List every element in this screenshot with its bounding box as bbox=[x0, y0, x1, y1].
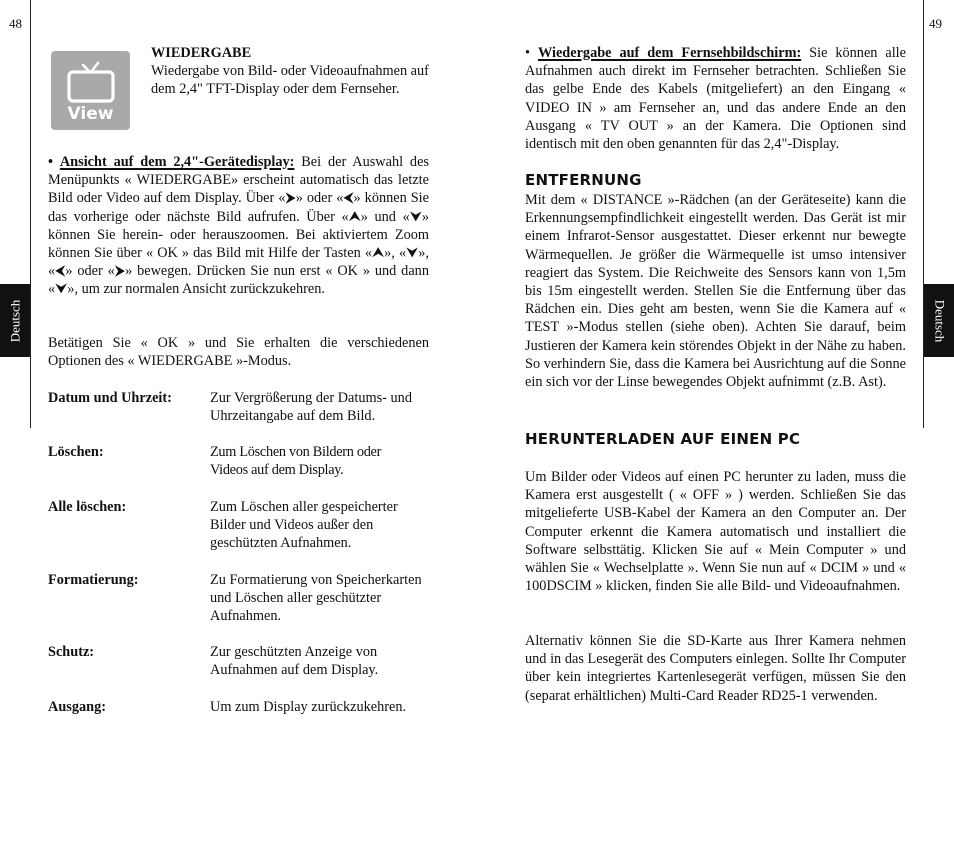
tv-text: Sie können alle Aufnahmen auch direkt im Fernseher betrachten. Schließen Sie das gelbe Ende des Kabels (mitgeliefert) an den Eingang « VIDEO IN » am Fernseher an, und das andere Ende an den Ausgang « TV OUT » an der Kamera. Die Optionen sind identisch mit den oben genannten für das 2,4"-Display. bbox=[525, 45, 906, 153]
option-term: Schutz: bbox=[48, 644, 95, 660]
wiedergabe-title: WIEDERGABE bbox=[151, 45, 252, 61]
ansicht-text: » bewegen. Drücken Sie nun erst « OK » und dann « bbox=[48, 263, 429, 298]
page-number-right: 49 bbox=[929, 16, 942, 31]
ansicht-text: » und « bbox=[360, 208, 410, 225]
icon-label: View bbox=[67, 104, 114, 124]
option-term: Datum und Uhrzeit: bbox=[48, 390, 172, 406]
left-margin-rule bbox=[30, 0, 31, 428]
bullet: • bbox=[48, 154, 54, 170]
ansicht-text: » können Sie herein- oder herauszoomen. Bei aktiviertem Zoom können Sie über « OK » das Bild mit Hilfe der Tasten « bbox=[48, 208, 430, 262]
download-text-1: Um Bilder oder Videos auf einen PC herunter zu laden, muss die Kamera erst ausgestellt ( « OFF » ) werden. Schließen Sie das mitgelieferte USB-Kabel der Kamera an den Computer an. Der Computer erkennt die Kamera automatisch und installiert die Software selbsttätig. Klicken Sie auf « Mein Computer » und wählen Sie « Wechselplatte ». Wenn Sie nun auf « DCIM » und « 100DSCIM » klicken, finden Sie alle Bild- und Videoaufnahmen. bbox=[525, 469, 906, 595]
arrow-right-icon: ⮞ bbox=[114, 263, 126, 280]
side-tab-left bbox=[0, 284, 30, 357]
option-desc: Zu Formatierung von Speicherkarten und Löschen aller geschützter Aufnahmen. bbox=[210, 572, 422, 625]
option-row bbox=[48, 498, 433, 556]
right-margin-rule bbox=[923, 0, 924, 428]
side-tab-label: Deutsch bbox=[7, 299, 23, 342]
options-intro: Betätigen Sie « OK » und Sie erhalten die verschiedenen Optionen des « WIEDERGABE »-Modus. bbox=[48, 335, 429, 370]
option-term: Löschen: bbox=[48, 444, 104, 460]
tv-paragraph bbox=[525, 44, 906, 153]
ansicht-text: », um zur normalen Ansicht zurückzukehren. bbox=[67, 281, 325, 298]
option-row bbox=[48, 443, 433, 483]
side-tab-right bbox=[924, 284, 954, 357]
ansicht-text: » oder « bbox=[65, 263, 115, 280]
option-term: Alle löschen: bbox=[48, 499, 127, 515]
ansicht-text: » oder « bbox=[295, 190, 344, 207]
ansicht-text: » können Sie das vorherige oder nächste Bild aufrufen. Über « bbox=[48, 190, 429, 225]
arrow-up-icon: ⮝ bbox=[348, 208, 361, 225]
arrow-down-icon: ⮟ bbox=[406, 245, 419, 262]
download-text-2: Alternativ können Sie die SD-Karte aus Ihrer Kamera nehmen und in das Lesegerät des Computers einlegen. Sollte Ihr Computer über kein integriertes Kartenlesegerät verfügen, müssen Sie den (separat erhältlichen) Multi-Card Reader RD25-1 verwenden. bbox=[525, 633, 906, 704]
entfernung-text: Mit dem « DISTANCE »-Rädchen (an der Geräteseite) kann die Erkennungsempfindlichkeit eingestellt werden. Das Gerät ist mir einem Infrarot-Sensor ausgestattet. Dieser erkennt nur bewegte Wärmequellen. Je größer die Wärmequelle ist umso intensiver reagiert das System. Die Reichweite des Sensors kann von 1,5m bis 15m eingestellt werden. Stellen Sie die Entfernung über das Rädchen ein. Dies geht am besten, wenn Sie die Kamera auf « TEST »-Modus stellen (siehe oben). Achten Sie darauf, beim Justieren der Kamera kein störendes Objekt in der Nähe zu haben. So verhindern Sie, dass die Kamera bei Ausrichtung auf die Sonne ein sich vor der Linse bewegendes Objekt aufnimmt (z.B. Ast). bbox=[525, 192, 906, 391]
side-tab-label: Deutsch bbox=[932, 299, 948, 342]
ansicht-text: », « bbox=[48, 245, 429, 280]
download-heading: HERUNTERLADEN AUF EINEN PC bbox=[525, 430, 801, 448]
page-number-left: 48 bbox=[9, 16, 22, 31]
ansicht-text: », « bbox=[384, 245, 407, 262]
wiedergabe-section bbox=[151, 44, 431, 99]
arrow-down-icon: ⮟ bbox=[55, 281, 68, 298]
option-desc: Zum Löschen von Bildern oder Videos auf dem Display. bbox=[210, 444, 382, 479]
option-row bbox=[48, 643, 433, 683]
option-desc: Zum Löschen aller gespeicherter Bilder und Videos außer den geschützten Aufnahmen. bbox=[210, 499, 398, 552]
wiedergabe-desc: Wiedergabe von Bild- oder Videoaufnahmen auf dem 2,4" TFT-Display oder dem Fernseher. bbox=[151, 63, 429, 98]
option-term: Formatierung: bbox=[48, 572, 139, 588]
option-row bbox=[48, 389, 433, 429]
option-desc: Zur geschützten Anzeige von Aufnahmen auf dem Display. bbox=[210, 644, 379, 679]
ansicht-title: Ansicht auf dem 2,4"-Gerätedisplay: bbox=[59, 154, 295, 170]
option-term: Ausgang: bbox=[48, 699, 106, 715]
tv-title: Wiedergabe auf dem Fernsehbildschirm: bbox=[537, 45, 802, 61]
arrow-down-icon: ⮟ bbox=[409, 208, 422, 225]
arrow-up-icon: ⮝ bbox=[372, 245, 385, 262]
arrow-left-icon: ⮜ bbox=[343, 190, 354, 207]
bullet: • bbox=[525, 45, 531, 61]
ansicht-text: Bei der Auswahl des Menüpunkts « WIEDERGABE» erscheint automatisch das letzte Bild oder Video auf dem Display. Über « bbox=[48, 154, 429, 207]
tv-view-icon bbox=[51, 51, 130, 130]
ansicht-paragraph bbox=[48, 153, 429, 299]
option-row bbox=[48, 698, 433, 720]
option-desc: Zur Vergrößerung der Datums- und Uhrzeitangabe auf dem Bild. bbox=[210, 390, 412, 425]
option-desc: Um zum Display zurückzukehren. bbox=[210, 699, 407, 715]
arrow-left-icon: ⮜ bbox=[55, 263, 66, 280]
arrow-right-icon: ⮞ bbox=[285, 190, 296, 207]
option-row bbox=[48, 571, 433, 629]
entfernung-heading: ENTFERNUNG bbox=[525, 171, 642, 189]
